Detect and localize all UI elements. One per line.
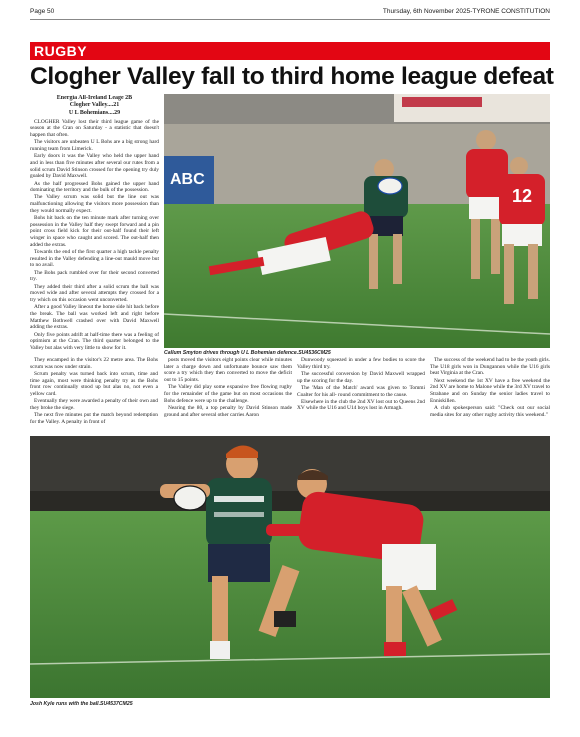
result-home: Clogher Valley....21 [69,102,120,109]
signage-text: ABC [170,171,205,188]
paragraph: Towards the end of the first quarter a high tackle penalty resulted in the Valley defending a line-out mauld move but to no avail. [30,249,159,269]
photo-top-image [164,94,550,348]
paragraph: The Bohs pack rumbled over for their second converted try. [30,269,159,283]
paragraph: Next weekend the 1st XV have a free weekend the 2nd XV are home to Malone while the 3rd XV travel to Strabane and on Sunday the senior ladies travel to Enniskillen. [430,377,550,404]
paragraph: After a good Valley lineout the home side hit back before the break. The ball was worked left and right before Matthew Bothwell crashed over with David Maxwell adding the extras. [30,304,159,331]
page-number: Page 50 [30,8,55,15]
photo-bottom [30,436,550,698]
paragraph: Early doors it was the Valley who held the upper hand and in less than five minutes after several our rutes from a solid scrum David Stinson crossed for the opening try duly goaled by David Maxwell. [30,153,159,180]
paragraph: They encamped in the visitor's 22 metre area. The Bohs scrum was now under strain. [30,357,158,370]
paragraph: CLOGHER Valley lost their third league game of the season at the Cran on Saturday - a statistic that doesn't happen that often. [30,118,159,139]
paragraph: The success of the weekend had to be the youth girls. The U18 girls won in Dungannon while the U16 girls beat Virginia at the Cran. [430,357,550,377]
paragraph: Eventually they were awarded a penalty of their own and they broke the siege. [30,398,158,411]
section-banner [30,42,550,60]
paragraph: The visitors are unbeaten U L Bohs are a big strong hard running team from Limerick. [30,139,159,153]
paragraph: posts moved the visitors eight points clear while minutes later a charge down and unfortunate bounce saw them score a try which they then converted to move the deficit out to 15 points. [164,357,292,384]
paragraph: Nearing the 80, a top penalty by David Stinson made ground and after several other carries Aaron [164,404,292,418]
paragraph: As the half progressed Bohs gained the upper hand dominating the territory and the bulk of the possession. [30,180,159,194]
dateline: Thursday, 6th November 2025-TYRONE CONSTITUTION [382,8,550,15]
paragraph: Bohs hit back on the ten minute mark after turning over possession in the Valley half they swept forward and a pin point cross field kick for their out-half found their left winger in space who caught and scored. The out-half then added the extras. [30,215,159,248]
paragraph: Dunwoody squeezed in under a few bodies to score the Valley third try. [297,357,425,370]
photo-top [164,94,550,348]
result-away: U L Bohemians....29 [68,109,121,116]
article-column-3 [164,357,292,432]
headline: Clogher Valley fall to third home league defeat [30,63,554,90]
paragraph: The successful conversion by David Maxwell wrapped up the scoring for the day. [297,370,425,384]
article-column-2 [30,357,158,432]
paragraph: Only five points adrift at half-time there was a feeling of optimism at the Cran. The third quarter belonged to the Valley but alas with very little to show for it. [30,331,159,351]
article-column-5 [430,357,550,432]
paragraph: They added their third after a solid scrum the ball was moved wide and after several attempts they crossed for a try which on this occasion went unconverted. [30,283,159,303]
paragraph: The next five minutes put the match beyond redemption for the Valley. A penalty in front of [30,412,158,425]
photo-bottom-caption: Josh Kyle runs with the ball.SU4537CM25 [30,701,133,707]
rugby-ball [378,178,402,194]
folio-rule [30,19,550,20]
jersey-number: 12 [512,186,533,206]
paragraph: The 'Man of the Match' award was given to Tommi Coalter for his all- round commitment to the cause. [297,384,425,398]
rugby-ball [174,486,206,510]
paragraph: A club spokesperson said: "Check out our social media sites for any other rugby activity this weekend." [430,404,550,418]
article-column-4 [297,357,425,432]
paragraph: The Valley scrum was solid but the line out was malfunctioning allowing the visitors more possession than they would normally expect. [30,194,159,214]
result-competition: Energia All-Ireland Leage 2B [56,95,133,101]
paragraph: The Valley did play some expansive free flowing rugby for the remainder of the game but on most occasions the Bohs defence were up to the challenge. [164,384,292,404]
photo-bottom-image [30,436,550,698]
photo-top-caption: Callum Smyton drives through U L Bohemian defence.SU4536CM25 [164,350,331,356]
paragraph: Scrum penalty was turned back into scrum, time and time again, most were thinking penalty try as the Bohs front row continually stood up but alas no, not even a yellow card. [30,370,158,398]
section-label: RUGBY [34,43,88,59]
paragraph: Elsewhere in the club the 2nd XV lost out to Queens 2nd XV while the U16 and U14 boys lost in Armagh. [297,398,425,412]
